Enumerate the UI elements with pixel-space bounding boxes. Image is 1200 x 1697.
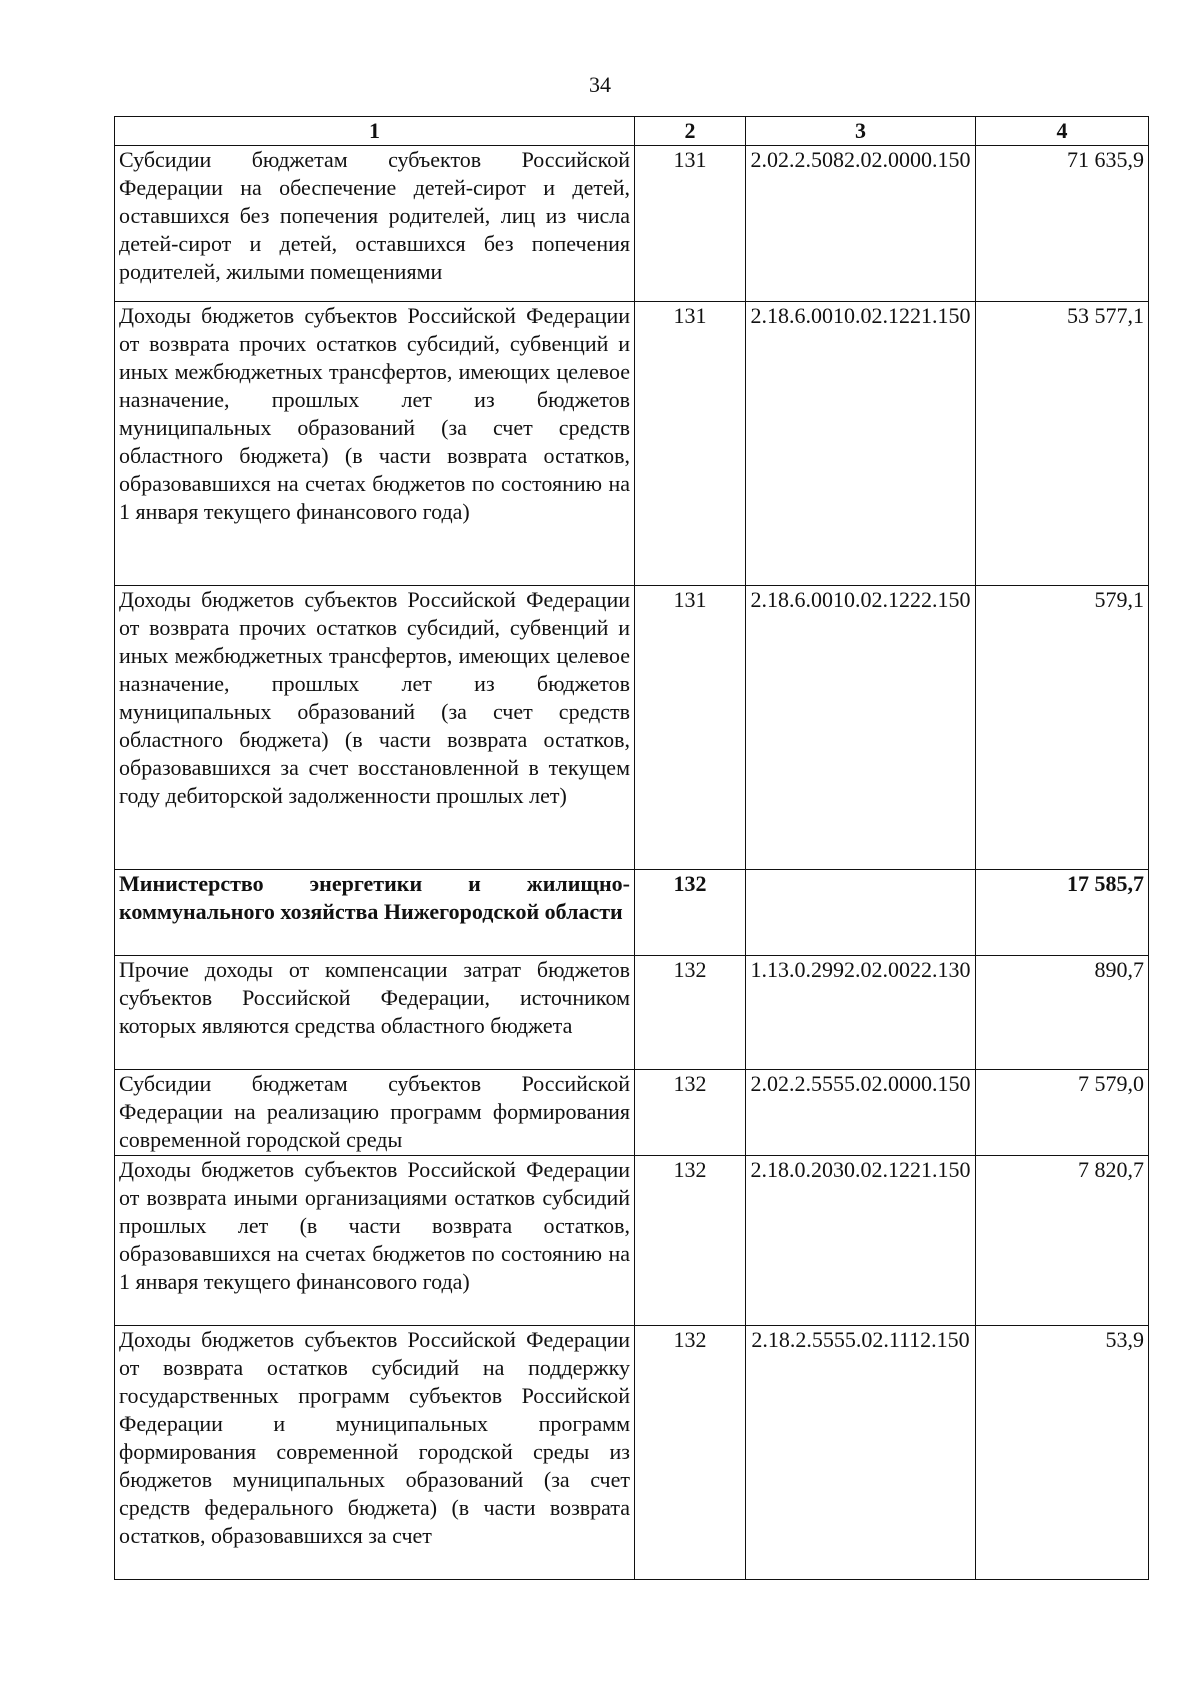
row-description: Субсидии бюджетам субъектов Российской Федерации на реализацию программ формирования современной городской среды xyxy=(115,1070,635,1156)
ministry-row xyxy=(115,870,1149,956)
column-header-4: 4 xyxy=(976,117,1149,146)
row-budget-code: 2.18.0.2030.02.1221.150 xyxy=(746,1156,976,1326)
table-row xyxy=(115,1070,1149,1156)
row-budget-code: 2.18.6.0010.02.1221.150 xyxy=(746,302,976,586)
table-header-row xyxy=(115,117,1149,146)
row-amount: 71 635,9 xyxy=(976,146,1149,302)
table-row xyxy=(115,302,1149,586)
row-admin-code: 132 xyxy=(635,1156,746,1326)
table-row xyxy=(115,146,1149,302)
column-header-3: 3 xyxy=(746,117,976,146)
table-row xyxy=(115,586,1149,870)
row-admin-code: 131 xyxy=(635,586,746,870)
row-amount: 53 577,1 xyxy=(976,302,1149,586)
row-amount: 7 579,0 xyxy=(976,1070,1149,1156)
row-budget-code: 1.13.0.2992.02.0022.130 xyxy=(746,956,976,1070)
page-number: 34 xyxy=(589,72,611,97)
row-description: Доходы бюджетов субъектов Российской Федерации от возврата остатков субсидий на поддержку государственных программ субъектов Российской Федерации и муниципальных программ формирования современной городской среды из бюджетов муниципальных образований (за счет средств федерального бюджета) (в части возврата остатков, образовавшихся за счет xyxy=(115,1326,635,1580)
row-admin-code: 132 xyxy=(635,870,746,956)
budget-revenue-table xyxy=(114,116,1149,1580)
row-admin-code: 132 xyxy=(635,1326,746,1580)
row-admin-code: 131 xyxy=(635,302,746,586)
table-row xyxy=(115,1156,1149,1326)
ministry-name: Министерство энергетики и жилищно-коммунального хозяйства Нижегородской области xyxy=(115,870,635,956)
row-budget-code: 2.02.2.5082.02.0000.150 xyxy=(746,146,976,302)
row-amount: 53,9 xyxy=(976,1326,1149,1580)
row-admin-code: 132 xyxy=(635,1070,746,1156)
row-amount: 7 820,7 xyxy=(976,1156,1149,1326)
column-header-1: 1 xyxy=(115,117,635,146)
row-description: Субсидии бюджетам субъектов Российской Федерации на обеспечение детей-сирот и детей, оставшихся без попечения родителей, лиц из числа детей-сирот и детей, оставшихся без попечения родителей, жилыми помещениями xyxy=(115,146,635,302)
row-budget-code: 2.18.2.5555.02.1112.150 xyxy=(746,1326,976,1580)
row-budget-code xyxy=(746,870,976,956)
table-row xyxy=(115,1326,1149,1580)
row-admin-code: 131 xyxy=(635,146,746,302)
row-amount: 890,7 xyxy=(976,956,1149,1070)
column-header-2: 2 xyxy=(635,117,746,146)
row-admin-code: 132 xyxy=(635,956,746,1070)
ministry-total-amount: 17 585,7 xyxy=(976,870,1149,956)
row-description: Доходы бюджетов субъектов Российской Федерации от возврата прочих остатков субсидий, субвенций и иных межбюджетных трансфертов, имеющих целевое назначение, прошлых лет из бюджетов муниципальных образований (за счет средств областного бюджета) (в части возврата остатков, образовавшихся на счетах бюджетов по состоянию на 1 января текущего финансового года) xyxy=(115,302,635,586)
row-amount: 579,1 xyxy=(976,586,1149,870)
row-budget-code: 2.02.2.5555.02.0000.150 xyxy=(746,1070,976,1156)
row-description: Прочие доходы от компенсации затрат бюджетов субъектов Российской Федерации, источником которых являются средства областного бюджета xyxy=(115,956,635,1070)
table-row xyxy=(115,956,1149,1070)
row-description: Доходы бюджетов субъектов Российской Федерации от возврата иными организациями остатков субсидий прошлых лет (в части возврата остатков, образовавшихся на счетах бюджетов по состоянию на 1 января текущего финансового года) xyxy=(115,1156,635,1326)
row-budget-code: 2.18.6.0010.02.1222.150 xyxy=(746,586,976,870)
row-description: Доходы бюджетов субъектов Российской Федерации от возврата прочих остатков субсидий, субвенций и иных межбюджетных трансфертов, имеющих целевое назначение, прошлых лет из бюджетов муниципальных образований (за счет средств областного бюджета) (в части возврата остатков, образовавшихся за счет восстановленной в текущем году дебиторской задолженности прошлых лет) xyxy=(115,586,635,870)
